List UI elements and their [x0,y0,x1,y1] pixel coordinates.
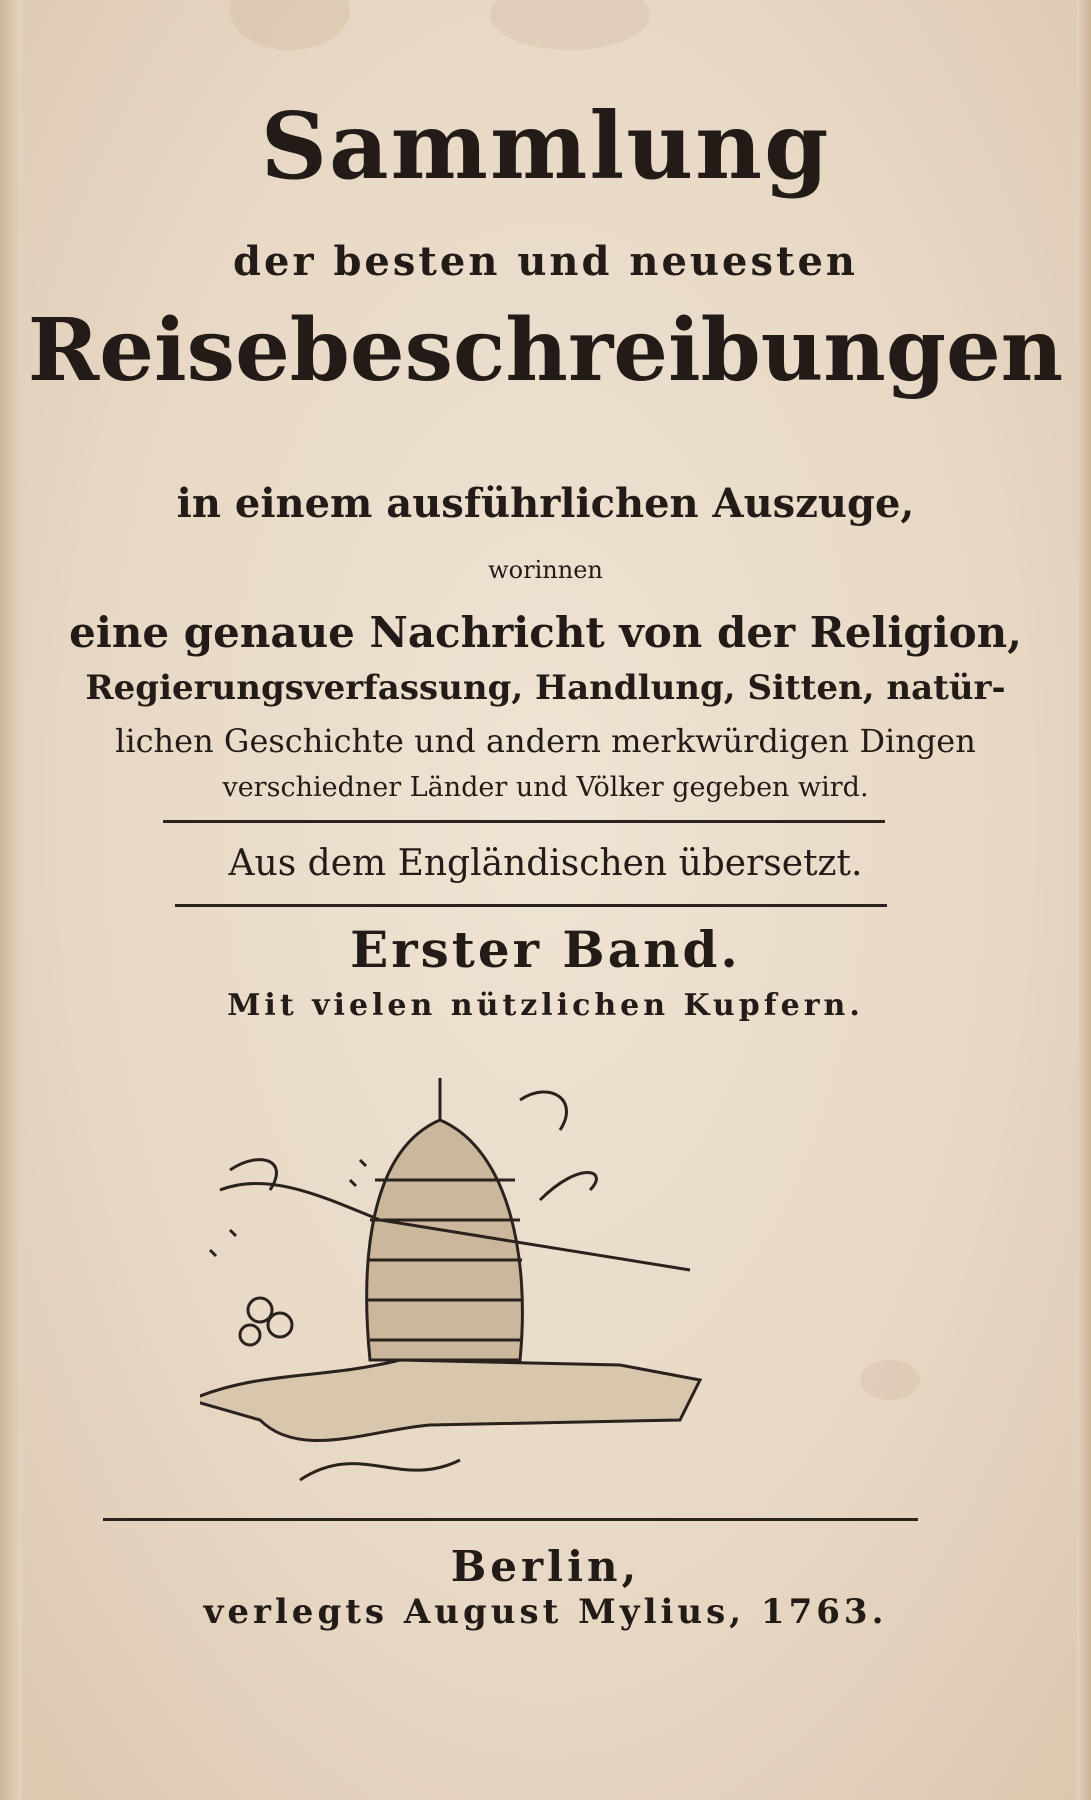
volume-label: Erster Band. [350,920,741,979]
translation-note: Aus dem Engländischen übersetzt. [228,843,863,884]
paper-stain [860,1360,920,1400]
subtitle-main: Reisebeschreibungen [27,300,1064,401]
description-line-4: verschiedner Länder und Völker gegeben wird. [222,772,869,803]
plates-note: Mit vielen nützlichen Kupfern. [227,988,864,1023]
book-title: Sammlung [260,92,831,200]
divider-rule [103,1518,918,1521]
subtitle-line-4: in einem ausführlichen Auszuge, [176,480,915,527]
place-of-publication: Berlin, [450,1542,641,1591]
description-line-2: Regierungsverfassung, Handlung, Sitten, natür- [85,668,1006,708]
description-line-1: eine genaue Nachricht von der Religion, [69,608,1022,657]
description-line-3: lichen Geschichte und andern merkwürdigen Dingen [115,722,976,760]
subtitle-line-2: der besten und neuesten [233,238,858,285]
imprint: verlegts August Mylius, 1763. [203,1592,888,1632]
beehive-vignette-icon [200,1060,800,1500]
paper-stain [490,0,650,50]
paper-stain [230,0,350,50]
subtitle-line-5: worinnen [488,556,603,584]
divider-rule [163,820,885,823]
divider-rule [175,904,887,907]
